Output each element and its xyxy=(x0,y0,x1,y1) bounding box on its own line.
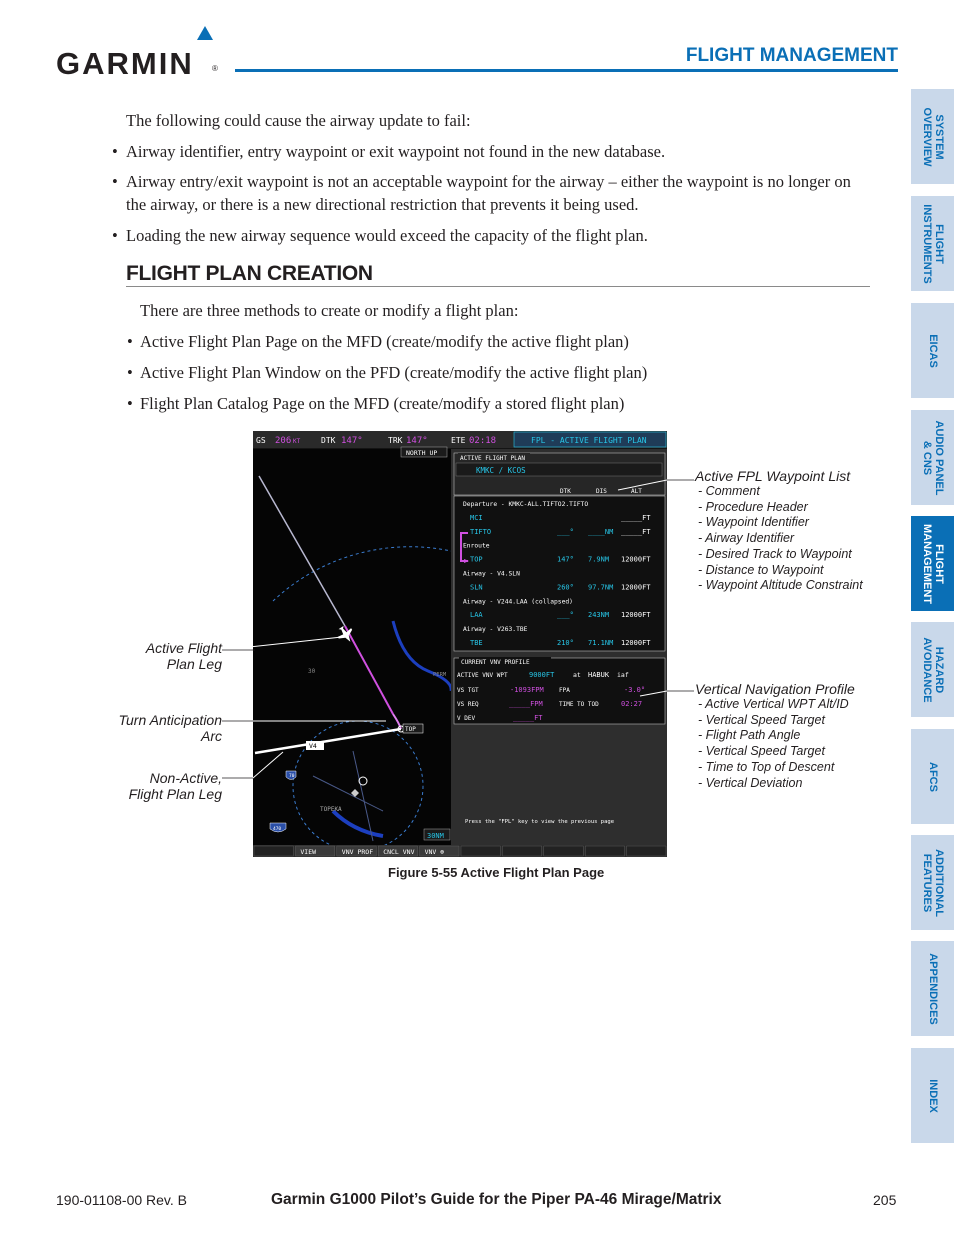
fpl-row-header: Enroute xyxy=(463,542,490,550)
section-bullet: • Active Flight Plan Page on the MFD (create/modify the active flight plan) xyxy=(127,332,629,351)
fpl-waypoint-alt: _____FT xyxy=(621,513,651,522)
annotation-item: - Distance to Waypoint xyxy=(698,562,824,577)
side-tab-label: HAZARD AVOIDANCE xyxy=(920,636,945,703)
fpl-waypoint-alt: 12000FT xyxy=(621,583,651,592)
vnv-label: FPA xyxy=(559,687,570,694)
annotation-fpl-list-title: Active FPL Waypoint List xyxy=(695,468,851,484)
side-tab-system-overview[interactable] xyxy=(911,89,954,184)
section-heading: FLIGHT PLAN CREATION xyxy=(126,262,373,285)
fpl-waypoint-id: TOP xyxy=(470,555,483,564)
bullet-text: Active Flight Plan Window on the PFD (create/modify the active flight plan) xyxy=(140,363,648,382)
trk-value: 147° xyxy=(406,436,428,446)
bullet-text: Airway entry/exit waypoint is not an acceptable waypoint for the airway – either the waypoint is no longer on the airway, or there is a new directional restriction that prevents it being used. xyxy=(126,172,851,214)
side-tab-afcs[interactable] xyxy=(911,729,954,824)
annotation-vnv-title: Vertical Navigation Profile xyxy=(695,681,855,697)
highway-label: 470 xyxy=(273,827,282,832)
fpl-route: KMKC / KCOS xyxy=(476,466,526,475)
airway-label: V4 xyxy=(309,742,317,750)
vnv-value: -3.0° xyxy=(624,686,646,694)
fpl-waypoint-alt: 12000FT xyxy=(621,639,651,647)
fpl-box-title: ACTIVE FLIGHT PLAN xyxy=(460,455,526,462)
gs-value: 206 xyxy=(275,436,292,446)
vnv-label: VS TGT xyxy=(457,687,479,694)
fpl-row-header: Airway - V244.LAA (collapsed) xyxy=(463,598,573,606)
bullet-text: Airway identifier, entry waypoint or exit waypoint not found in the new database. xyxy=(126,142,666,161)
fpl-waypoint-id: TBE xyxy=(470,639,483,647)
gs-label: GS xyxy=(256,436,266,445)
annotation-item: - Waypoint Altitude Constraint xyxy=(698,578,863,593)
annotation-item: - Vertical Speed Target xyxy=(698,712,825,727)
fpl-waypoint-dtk: 147° xyxy=(557,555,574,564)
fpl-row-header: Departure - KMKC-ALL.TIFTO2.TIFTO xyxy=(463,501,589,508)
annotation-item: - Active Vertical WPT Alt/ID xyxy=(698,697,849,711)
leader-line xyxy=(222,637,342,650)
bullet-text: Loading the new airway sequence would exceed the capacity of the flight plan. xyxy=(126,226,648,245)
intro-bullet: • Loading the new airway sequence would exceed the capacity of the flight plan. xyxy=(112,226,648,245)
annotation-item: - Vertical Deviation xyxy=(698,775,803,790)
figure-caption: Figure 5-55 Active Flight Plan Page xyxy=(388,865,605,880)
ete-value: 02:18 xyxy=(469,436,497,446)
fpl-waypoint-dis: 71.1NM xyxy=(588,639,614,647)
side-tab-eicas[interactable] xyxy=(911,303,954,398)
dtk-label: DTK xyxy=(321,436,336,445)
annotation-item: - Desired Track to Waypoint xyxy=(698,546,852,561)
page-number: 205 xyxy=(873,1192,897,1208)
fpl-note: Press the "FPL" key to view the previous page xyxy=(465,819,615,825)
side-tab-hazard-avoidance[interactable] xyxy=(911,622,954,717)
annotation-item: - Waypoint Identifier xyxy=(698,515,809,530)
vnv-value: -1093FPM xyxy=(510,686,544,694)
section-title: FLIGHT MANAGEMENT xyxy=(685,45,898,66)
vnv-label: VS REQ xyxy=(457,701,479,708)
logo-wordmark: GARMIN xyxy=(56,46,194,81)
softkey-label: VIEW xyxy=(300,848,317,856)
side-tab-appendices[interactable] xyxy=(911,941,954,1036)
highway-label: 70 xyxy=(289,774,295,779)
vnv-value: 9000FT xyxy=(529,671,555,679)
fpl-waypoint-dtk: 260° xyxy=(557,583,574,592)
vnv-label: ACTIVE VNV WPT xyxy=(457,672,508,679)
vnv-label: V DEV xyxy=(457,715,476,722)
leader-line xyxy=(640,691,667,696)
dtk-value: 147° xyxy=(341,436,363,446)
section-bullet: • Active Flight Plan Window on the PFD (create/modify the active flight plan) xyxy=(127,363,648,382)
fpl-waypoint-id: SLN xyxy=(470,583,483,592)
leader-line xyxy=(618,480,667,490)
vnv-label: TIME TO TOD xyxy=(559,701,599,708)
annotation-non-active-leg: Non-Active, Flight Plan Leg xyxy=(128,770,222,802)
fpl-waypoint-dis: ____NM xyxy=(588,527,614,536)
annotation-item: - Procedure Header xyxy=(698,499,808,514)
intro-bullet: • Airway identifier, entry waypoint or exit waypoint not found in the new database. xyxy=(112,142,666,161)
fpl-waypoint-id: MCI xyxy=(470,513,483,522)
fpl-waypoint-alt: 12000FT xyxy=(621,555,651,564)
intro-bullet: • Airway entry/exit waypoint is not an acceptable waypoint for the airway – either the waypoint is no longer on the airway, or there is a new directional restriction that prevents it being used. xyxy=(112,172,851,214)
side-tab-label: FLIGHT INSTRUMENTS xyxy=(920,203,945,284)
section-lead: There are three methods to create or modify a flight plan: xyxy=(140,301,519,320)
side-tab-label: FLIGHT MANAGEMENT xyxy=(920,523,945,604)
footer-title: Garmin G1000 Pilot’s Guide for the Piper PA-46 Mirage/Matrix xyxy=(271,1191,722,1208)
side-tab-label: EICAS xyxy=(926,333,939,368)
side-tab-label: APPENDICES xyxy=(926,952,939,1025)
annotation-fpl-list-items xyxy=(698,484,863,594)
trk-label: TRK xyxy=(388,436,403,445)
side-tab-index[interactable] xyxy=(911,1048,954,1143)
softkey-label: VNV ⊕ xyxy=(424,848,445,856)
fpl-waypoint-dtk: 210° xyxy=(557,639,574,647)
vnv-value: 02:27 xyxy=(621,700,643,708)
fpl-waypoint-id: TIFTO xyxy=(470,527,492,536)
fpl-waypoint-dis: 243NM xyxy=(588,611,610,620)
annotation-item: - Comment xyxy=(698,484,760,498)
side-tab-audio-panel-cns[interactable] xyxy=(911,410,954,505)
vnv-value: iaf xyxy=(617,671,629,679)
col-dtk: DTK xyxy=(560,488,571,495)
softkey-label: VNV PROF xyxy=(341,848,374,856)
fpl-waypoint-id: LAA xyxy=(470,611,483,620)
annotation-item: - Airway Identifier xyxy=(698,531,795,546)
side-tab-label: ADDITIONAL FEATURES xyxy=(920,848,945,917)
fpl-waypoint-alt: 12000FT xyxy=(621,611,651,620)
bullet-text: Active Flight Plan Page on the MFD (create/modify the active flight plan) xyxy=(140,332,629,351)
map-label: PERM xyxy=(433,672,447,678)
annotation-vnv-items xyxy=(698,697,849,791)
fpl-waypoint-dtk: ___° xyxy=(557,527,574,536)
side-tab-additional-features[interactable] xyxy=(911,835,954,930)
side-tab-label: AFCS xyxy=(926,761,939,792)
vnv-value: _____FPM xyxy=(509,700,543,708)
fpl-waypoint-dtk: ___° xyxy=(557,611,574,620)
annotation-item: - Time to Top of Descent xyxy=(698,759,835,774)
fpl-row-header: Airway - V263.TBE xyxy=(463,626,528,634)
side-tab-label: INDEX xyxy=(926,1078,939,1113)
col-alt: ALT xyxy=(631,488,642,495)
side-tab-flight-instruments[interactable] xyxy=(911,196,954,291)
side-tab-flight-management[interactable] xyxy=(911,516,954,611)
map-range: 30NM xyxy=(427,832,444,840)
waypoint-label: TOP xyxy=(405,726,416,733)
annotation-active-leg: Active Flight Plan Leg xyxy=(145,640,222,672)
col-dis: DIS xyxy=(596,488,607,495)
annotation-item: - Flight Path Angle xyxy=(698,728,801,743)
annotation-turn-arc: Turn Anticipation Arc xyxy=(118,712,222,744)
annotation-item: - Vertical Speed Target xyxy=(698,744,825,759)
vnv-label: at xyxy=(573,671,581,679)
map-label: 30 xyxy=(308,668,316,675)
side-tab-label: AUDIO PANEL & CNS xyxy=(920,420,945,495)
page-title: FPL - ACTIVE FLIGHT PLAN xyxy=(531,436,647,445)
map-orientation: NORTH UP xyxy=(406,449,438,457)
side-tab-label: SYSTEM OVERVIEW xyxy=(920,106,945,167)
ete-label: ETE xyxy=(451,436,466,445)
bullet-text: Flight Plan Catalog Page on the MFD (create/modify a stored flight plan) xyxy=(140,394,625,413)
leader-line xyxy=(253,752,283,778)
intro-lead: The following could cause the airway update to fail: xyxy=(126,111,471,130)
doc-number: 190-01108-00 Rev. B xyxy=(56,1192,188,1208)
vnv-title: CURRENT VNV PROFILE xyxy=(461,659,530,666)
gs-unit: KT xyxy=(293,438,301,445)
vnv-value: _____FT xyxy=(513,714,543,722)
softkey-label: CNCL VNV xyxy=(383,848,415,856)
vnv-value: HABUK xyxy=(588,671,610,679)
section-bullet: • Flight Plan Catalog Page on the MFD (create/modify a stored flight plan) xyxy=(127,394,625,413)
fpl-waypoint-dis: 7.9NM xyxy=(588,555,610,564)
fpl-row-header: Airway - V4.SLN xyxy=(463,570,520,578)
registered-mark: ® xyxy=(212,64,218,73)
fpl-waypoint-alt: _____FT xyxy=(621,527,651,536)
fpl-waypoint-dis: 97.7NM xyxy=(588,583,614,592)
city-label: TOPEKA xyxy=(320,806,342,813)
